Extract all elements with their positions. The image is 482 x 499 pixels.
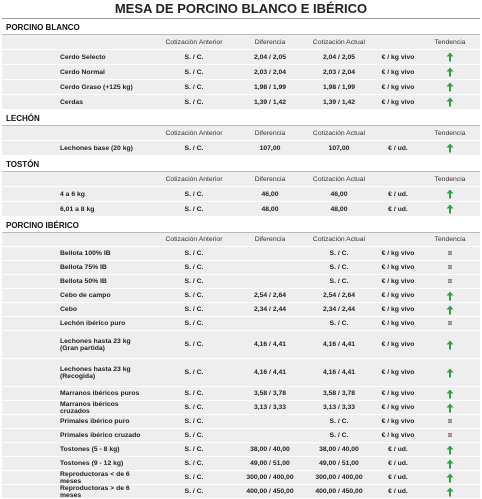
product-name: Cerdo Graso (+125 kg) <box>60 83 133 91</box>
price-diferencia: 46,00 <box>261 190 279 198</box>
equal-icon: = <box>447 417 453 426</box>
price-unit: € / kg vivo <box>381 292 415 299</box>
trend-cell <box>420 459 480 469</box>
price-anterior: S. / C. <box>184 446 204 453</box>
section-title: LECHÓN <box>2 112 480 126</box>
section <box>2 21 480 110</box>
table-row <box>2 317 480 331</box>
price-anterior: S. / C. <box>184 205 204 213</box>
header-tendencia: Tendencia <box>434 175 466 183</box>
price-unit: € / ud. <box>388 446 408 453</box>
product-name: 6,01 a 8 kg <box>60 205 95 213</box>
trend-cell <box>420 417 480 426</box>
trend-cell <box>420 67 480 77</box>
price-unit: € / kg vivo <box>381 432 415 439</box>
price-unit: € / kg vivo <box>381 250 415 257</box>
price-actual: 2,03 / 2,04 <box>322 68 356 76</box>
price-unit: € / kg vivo <box>381 68 415 76</box>
price-anterior: S. / C. <box>184 83 204 91</box>
product-name: Reproductoras > de 6 meses <box>60 484 130 499</box>
header-actual: Cotización Actual <box>312 175 366 183</box>
price-diferencia: 1,98 / 1,99 <box>253 83 287 91</box>
arrow-up-icon <box>446 67 454 77</box>
trend-cell <box>420 389 480 399</box>
section-title: PORCINO IBÉRICO <box>2 219 480 233</box>
table-row <box>2 65 480 80</box>
header-actual: Cotización Actual <box>312 236 366 243</box>
table-row <box>2 95 480 110</box>
table-row <box>2 429 480 443</box>
price-anterior: S. / C. <box>184 306 204 313</box>
product-name: Bellota 75% IB <box>60 264 107 271</box>
price-actual: S. / C. <box>329 250 349 257</box>
table-row <box>2 275 480 289</box>
price-unit: € / kg vivo <box>381 278 415 285</box>
table-header-row <box>2 172 480 187</box>
price-diferencia: 1,39 / 1,42 <box>253 98 287 106</box>
arrow-up-icon <box>446 340 454 350</box>
table-row <box>2 50 480 65</box>
trend-cell <box>420 305 480 315</box>
table-header-row <box>2 35 480 50</box>
arrow-up-icon <box>446 305 454 315</box>
header-diferencia: Diferencia <box>254 38 286 46</box>
trend-cell <box>420 143 480 153</box>
header-tendencia: Tendencia <box>434 38 466 46</box>
price-anterior: S. / C. <box>184 320 204 327</box>
trend-cell <box>420 487 480 497</box>
price-unit: € / kg vivo <box>381 306 415 313</box>
table-row <box>2 247 480 261</box>
price-actual: 300,00 / 400,00 <box>315 474 363 481</box>
price-actual: S. / C. <box>329 418 349 425</box>
price-actual: 2,34 / 2,44 <box>322 306 356 313</box>
price-actual: S. / C. <box>329 320 349 327</box>
trend-cell <box>420 277 480 286</box>
trend-cell <box>420 82 480 92</box>
trend-cell <box>420 52 480 62</box>
header-anterior: Cotización Anterior <box>165 175 223 183</box>
price-unit: € / ud. <box>388 474 408 481</box>
trend-cell <box>420 445 480 455</box>
arrow-up-icon <box>446 403 454 413</box>
table-row <box>2 261 480 275</box>
page-title: MESA DE PORCINO BLANCO E IBÉRICO <box>2 0 480 19</box>
price-actual: 4,16 / 4,41 <box>322 369 356 376</box>
price-actual: 400,00 / 450,00 <box>315 488 363 495</box>
table-row <box>2 471 480 485</box>
section <box>2 112 480 156</box>
price-anterior: S. / C. <box>184 460 204 467</box>
trend-cell <box>420 368 480 378</box>
trend-cell <box>420 291 480 301</box>
table-row <box>2 202 480 217</box>
price-diferencia: 400,00 / 450,00 <box>246 488 294 495</box>
price-actual: 3,58 / 3,78 <box>322 390 356 397</box>
trend-cell <box>420 319 480 328</box>
equal-icon: = <box>447 263 453 272</box>
product-name: Bellota 100% IB <box>60 250 111 257</box>
equal-icon: = <box>447 249 453 258</box>
arrow-up-icon <box>446 445 454 455</box>
product-name: Cerdo Normal <box>60 68 105 76</box>
price-actual: 3,13 / 3,33 <box>322 404 356 411</box>
price-unit: € / kg vivo <box>381 418 415 425</box>
price-anterior: S. / C. <box>184 390 204 397</box>
price-unit: € / ud. <box>388 460 408 467</box>
price-unit: € / kg vivo <box>381 320 415 327</box>
table-row <box>2 401 480 415</box>
price-diferencia: 4,16 / 4,41 <box>253 341 287 348</box>
table-row <box>2 80 480 95</box>
price-unit: € / kg vivo <box>381 341 415 348</box>
header-anterior: Cotización Anterior <box>165 236 223 243</box>
product-name: Bellota 50% IB <box>60 278 107 285</box>
table-row <box>2 289 480 303</box>
section <box>2 158 480 217</box>
table-row <box>2 187 480 202</box>
trend-cell <box>420 204 480 214</box>
table-row <box>2 485 480 499</box>
price-anterior: S. / C. <box>184 250 204 257</box>
product-name: Tostones (9 - 12 kg) <box>60 460 124 467</box>
product-name: Marranos ibéricos cruzados <box>60 400 119 415</box>
table-row <box>2 359 480 387</box>
arrow-up-icon <box>446 368 454 378</box>
header-actual: Cotización Actual <box>312 38 366 46</box>
header-actual: Cotización Actual <box>312 129 366 137</box>
price-actual: 1,39 / 1,42 <box>322 98 356 106</box>
header-tendencia: Tendencia <box>434 129 466 137</box>
price-unit: € / kg vivo <box>381 264 415 271</box>
price-actual: 107,00 <box>328 144 350 152</box>
trend-cell <box>420 97 480 107</box>
price-anterior: S. / C. <box>184 264 204 271</box>
price-diferencia: 3,58 / 3,78 <box>253 390 287 397</box>
equal-icon: = <box>447 431 453 440</box>
price-anterior: S. / C. <box>184 278 204 285</box>
price-actual: 2,54 / 2,64 <box>322 292 356 299</box>
section <box>2 219 480 499</box>
price-anterior: S. / C. <box>184 418 204 425</box>
price-diferencia: 4,16 / 4,41 <box>253 369 287 376</box>
product-name: Marranos ibéricos puros <box>60 390 140 397</box>
equal-icon: = <box>447 277 453 286</box>
arrow-up-icon <box>446 143 454 153</box>
price-actual: S. / C. <box>329 264 349 271</box>
product-name: Lechones base (20 kg) <box>60 144 133 152</box>
price-diferencia: 2,34 / 2,44 <box>253 306 287 313</box>
product-name: 4 a 6 kg <box>60 190 85 198</box>
header-anterior: Cotización Anterior <box>165 38 223 46</box>
arrow-up-icon <box>446 291 454 301</box>
price-anterior: S. / C. <box>184 98 204 106</box>
price-diferencia: 2,03 / 2,04 <box>253 68 287 76</box>
arrow-up-icon <box>446 473 454 483</box>
table-row <box>2 443 480 457</box>
table-row <box>2 387 480 401</box>
price-anterior: S. / C. <box>184 68 204 76</box>
price-diferencia: 49,00 / 51,00 <box>250 460 290 467</box>
table-row <box>2 415 480 429</box>
price-diferencia: 300,00 / 400,00 <box>246 474 294 481</box>
price-anterior: S. / C. <box>184 432 204 439</box>
product-name: Reproductoras < de 6 meses <box>60 470 130 485</box>
price-unit: € / kg vivo <box>381 83 415 91</box>
header-diferencia: Diferencia <box>254 129 286 137</box>
header-diferencia: Diferencia <box>254 175 286 183</box>
table-row <box>2 457 480 471</box>
trend-cell <box>420 403 480 413</box>
table-row <box>2 303 480 317</box>
price-anterior: S. / C. <box>184 404 204 411</box>
price-actual: 1,98 / 1,99 <box>322 83 356 91</box>
price-table <box>0 21 482 499</box>
product-name: Lechón ibérico puro <box>60 320 126 327</box>
price-actual: 49,00 / 51,00 <box>319 460 359 467</box>
arrow-up-icon <box>446 487 454 497</box>
equal-icon: = <box>447 319 453 328</box>
header-diferencia: Diferencia <box>254 236 286 243</box>
price-unit: € / ud. <box>388 205 408 213</box>
product-name: Cerdo Selecto <box>60 53 106 61</box>
arrow-up-icon <box>446 97 454 107</box>
price-actual: 48,00 <box>330 205 348 213</box>
arrow-up-icon <box>446 189 454 199</box>
price-anterior: S. / C. <box>184 341 204 348</box>
price-anterior: S. / C. <box>184 292 204 299</box>
price-actual: 38,00 / 40,00 <box>319 446 359 453</box>
product-name: Primales ibérico cruzado <box>60 432 141 439</box>
trend-cell <box>420 473 480 483</box>
price-actual: 4,16 / 4,41 <box>322 341 356 348</box>
price-anterior: S. / C. <box>184 488 204 495</box>
product-name: Lechones hasta 23 kg (Gran partida) <box>60 337 131 352</box>
price-anterior: S. / C. <box>184 190 204 198</box>
price-anterior: S. / C. <box>184 53 204 61</box>
price-unit: € / ud. <box>388 190 408 198</box>
price-unit: € / kg vivo <box>381 369 415 376</box>
trend-cell <box>420 249 480 258</box>
price-actual: 46,00 <box>330 190 348 198</box>
price-actual: S. / C. <box>329 432 349 439</box>
trend-cell <box>420 431 480 440</box>
table-row <box>2 141 480 156</box>
price-anterior: S. / C. <box>184 369 204 376</box>
arrow-up-icon <box>446 459 454 469</box>
table-header-row <box>2 233 480 247</box>
product-name: Tostones (5 - 8 kg) <box>60 446 120 453</box>
price-unit: € / ud. <box>388 488 408 495</box>
trend-cell <box>420 340 480 350</box>
arrow-up-icon <box>446 389 454 399</box>
price-actual: 2,04 / 2,05 <box>322 53 356 61</box>
price-actual: S. / C. <box>329 278 349 285</box>
arrow-up-icon <box>446 82 454 92</box>
arrow-up-icon <box>446 204 454 214</box>
price-unit: € / kg vivo <box>381 53 415 61</box>
price-diferencia: 38,00 / 40,00 <box>250 446 290 453</box>
trend-cell <box>420 263 480 272</box>
price-unit: € / ud. <box>388 144 408 152</box>
product-name: Cebo <box>60 306 77 313</box>
section-title: PORCINO BLANCO <box>2 21 480 35</box>
product-name: Primales ibérico puro <box>60 418 130 425</box>
product-name: Cebo de campo <box>60 292 111 299</box>
product-name: Lechones hasta 23 kg (Recogida) <box>60 365 131 380</box>
price-unit: € / kg vivo <box>381 404 415 411</box>
trend-cell <box>420 189 480 199</box>
price-anterior: S. / C. <box>184 474 204 481</box>
price-diferencia: 3,13 / 3,33 <box>253 404 287 411</box>
arrow-up-icon <box>446 52 454 62</box>
price-unit: € / kg vivo <box>381 390 415 397</box>
price-diferencia: 107,00 <box>259 144 281 152</box>
price-diferencia: 2,04 / 2,05 <box>253 53 287 61</box>
price-diferencia: 48,00 <box>261 205 279 213</box>
section-title: TOSTÓN <box>2 158 480 172</box>
price-anterior: S. / C. <box>184 144 204 152</box>
table-header-row <box>2 126 480 141</box>
product-name: Cerdas <box>60 98 84 106</box>
header-tendencia: Tendencia <box>434 236 466 243</box>
price-diferencia: 2,54 / 2,64 <box>253 292 287 299</box>
table-row <box>2 331 480 359</box>
price-unit: € / kg vivo <box>381 98 415 106</box>
header-anterior: Cotización Anterior <box>165 129 223 137</box>
